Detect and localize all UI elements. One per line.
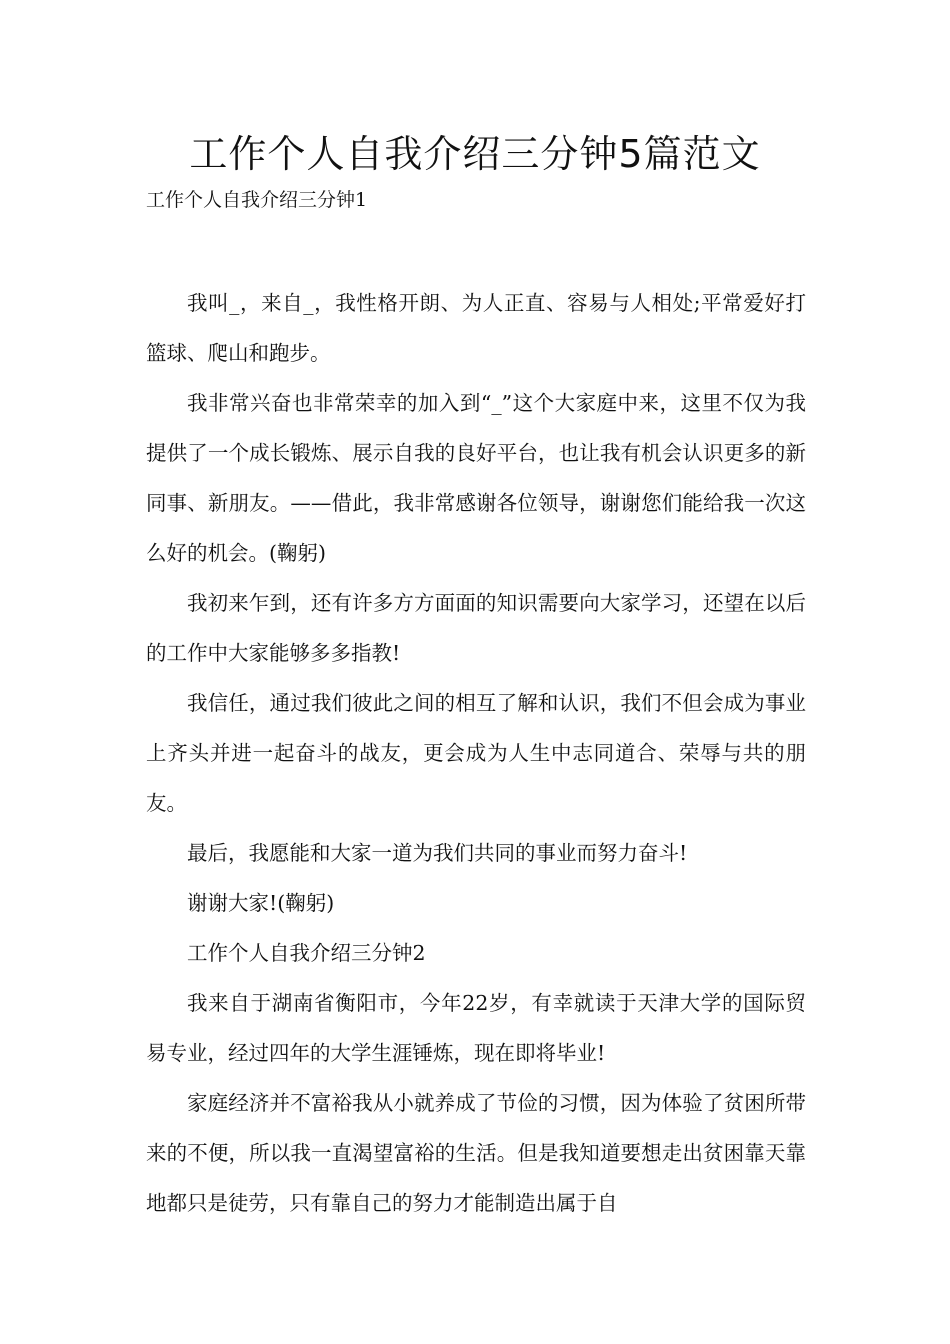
paragraph: 家庭经济并不富裕我从小就养成了节俭的习惯，因为体验了贫困所带来的不便，所以我一直渴望富裕的生活。但是我知道要想走出贫困靠天靠地都只是徒劳，只有靠自己的努力才能制造出属于自: [146, 1091, 806, 1215]
document-body: [146, 278, 806, 1228]
section-heading-2: 工作个人自我介绍三分钟2: [187, 941, 426, 965]
paragraph: 最后，我愿能和大家一道为我们共同的事业而努力奋斗!: [187, 841, 688, 865]
section-heading-1: 工作个人自我介绍三分钟1: [146, 189, 368, 211]
paragraph: 谢谢大家!(鞠躬): [187, 891, 335, 915]
paragraph: 我信任，通过我们彼此之间的相互了解和认识，我们不但会成为事业上齐头并进一起奋斗的战友，更会成为人生中志同道合、荣辱与共的朋友。: [146, 691, 806, 815]
paragraph: 我叫_，来自_，我性格开朗、为人正直、容易与人相处;平常爱好打篮球、爬山和跑步。: [146, 291, 806, 365]
page-title: 工作个人自我介绍三分钟5篇范文: [189, 132, 761, 176]
paragraph: 我非常兴奋也非常荣幸的加入到“_”这个大家庭中来，这里不仅为我提供了一个成长锻炼、展示自我的良好平台，也让我有机会认识更多的新同事、新朋友。——借此，我非常感谢各位领导，谢谢您们能给我一次这么好的机会。(鞠躬): [146, 391, 806, 565]
paragraph: 我初来乍到，还有许多方方面面的知识需要向大家学习，还望在以后的工作中大家能够多多指教!: [146, 591, 806, 665]
paragraph: 我来自于湖南省衡阳市，今年22岁，有幸就读于天津大学的国际贸易专业，经过四年的大学生涯锤炼，现在即将毕业!: [146, 991, 806, 1065]
